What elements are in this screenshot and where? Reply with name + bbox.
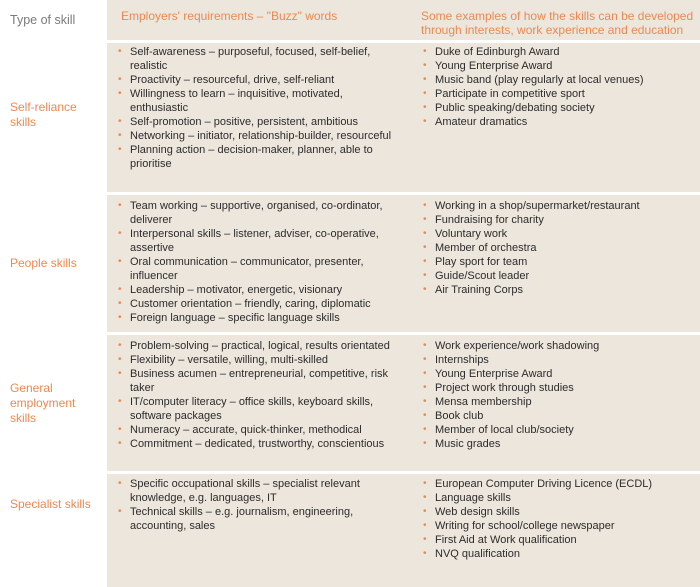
list-item: • Project work through studies	[422, 381, 697, 395]
list-item: • NVQ qualification	[422, 547, 697, 561]
list-item: • Duke of Edinburgh Award	[422, 45, 697, 59]
list-item: • Fundraising for charity	[422, 213, 697, 227]
requirements-list-general-employment	[117, 339, 402, 451]
header-employers-requirements: Employers' requirements – "Buzz" words	[121, 9, 338, 23]
list-item: • Proactivity – resourceful, drive, self-reliant	[117, 73, 402, 87]
list-item: • Public speaking/debating society	[422, 101, 697, 115]
header-examples: Some examples of how the skills can be developed through interests, work experience and education	[421, 9, 694, 37]
list-item: • First Aid at Work qualification	[422, 533, 697, 547]
list-item: • Guide/Scout leader	[422, 269, 697, 283]
list-item: • Member of orchestra	[422, 241, 697, 255]
examples-list-general-employment	[422, 339, 697, 451]
requirements-list-people	[117, 199, 402, 325]
list-item: • Technical skills – e.g. journalism, engineering, accounting, sales	[117, 505, 402, 533]
list-item: • Working in a shop/supermarket/restaurant	[422, 199, 697, 213]
row-divider	[107, 332, 700, 335]
list-item: • Young Enterprise Award	[422, 59, 697, 73]
list-item: • Business acumen – entrepreneurial, competitive, risk taker	[117, 367, 402, 395]
list-item: • Music grades	[422, 437, 697, 451]
list-item: • Self-promotion – positive, persistent, ambitious	[117, 115, 402, 129]
header-type-of-skill: Type of skill	[10, 13, 76, 27]
requirements-list-specialist	[117, 477, 402, 533]
list-item: • Air Training Corps	[422, 283, 697, 297]
examples-list-people	[422, 199, 697, 297]
list-item: • Voluntary work	[422, 227, 697, 241]
list-item: • Interpersonal skills – listener, adviser, co-operative, assertive	[117, 227, 402, 255]
list-item: • Self-awareness – purposeful, focused, self-belief, realistic	[117, 45, 402, 73]
list-item: • Participate in competitive sport	[422, 87, 697, 101]
examples-list-specialist	[422, 477, 697, 561]
list-item: • Writing for school/college newspaper	[422, 519, 697, 533]
list-item: • Web design skills	[422, 505, 697, 519]
list-item: • Internships	[422, 353, 697, 367]
list-item: • Work experience/work shadowing	[422, 339, 697, 353]
list-item: • Willingness to learn – inquisitive, motivated, enthusiastic	[117, 87, 402, 115]
list-item: • Specific occupational skills – specialist relevant knowledge, e.g. languages, IT	[117, 477, 402, 505]
category-self-reliance: Self-reliance skills	[10, 100, 77, 129]
category-general-employment: General employment skills	[10, 381, 76, 425]
list-item: • Leadership – motivator, energetic, visionary	[117, 283, 402, 297]
list-item: • Flexibility – versatile, willing, multi-skilled	[117, 353, 402, 367]
list-item: • European Computer Driving Licence (ECDL)	[422, 477, 697, 491]
list-item: • Young Enterprise Award	[422, 367, 697, 381]
list-item: • Planning action – decision-maker, planner, able to prioritise	[117, 143, 402, 171]
list-item: • Foreign language – specific language skills	[117, 311, 402, 325]
list-item: • Play sport for team	[422, 255, 697, 269]
list-item: • Numeracy – accurate, quick-thinker, methodical	[117, 423, 402, 437]
list-item: • Commitment – dedicated, trustworthy, conscientious	[117, 437, 402, 451]
row-divider	[107, 192, 700, 195]
row-divider	[107, 471, 700, 474]
row-divider	[107, 40, 700, 43]
list-item: • Oral communication – communicator, presenter, influencer	[117, 255, 402, 283]
list-item: • IT/computer literacy – office skills, keyboard skills, software packages	[117, 395, 402, 423]
list-item: • Member of local club/society	[422, 423, 697, 437]
list-item: • Customer orientation – friendly, caring, diplomatic	[117, 297, 402, 311]
list-item: • Problem-solving – practical, logical, results orientated	[117, 339, 402, 353]
category-people: People skills	[10, 256, 77, 270]
list-item: • Language skills	[422, 491, 697, 505]
requirements-list-self-reliance	[117, 45, 402, 171]
list-item: • Music band (play regularly at local venues)	[422, 73, 697, 87]
category-specialist: Specialist skills	[10, 497, 91, 511]
list-item: • Book club	[422, 409, 697, 423]
list-item: • Networking – initiator, relationship-builder, resourceful	[117, 129, 402, 143]
list-item: • Amateur dramatics	[422, 115, 697, 129]
examples-list-self-reliance	[422, 45, 697, 129]
list-item: • Team working – supportive, organised, co-ordinator, deliverer	[117, 199, 402, 227]
list-item: • Mensa membership	[422, 395, 697, 409]
